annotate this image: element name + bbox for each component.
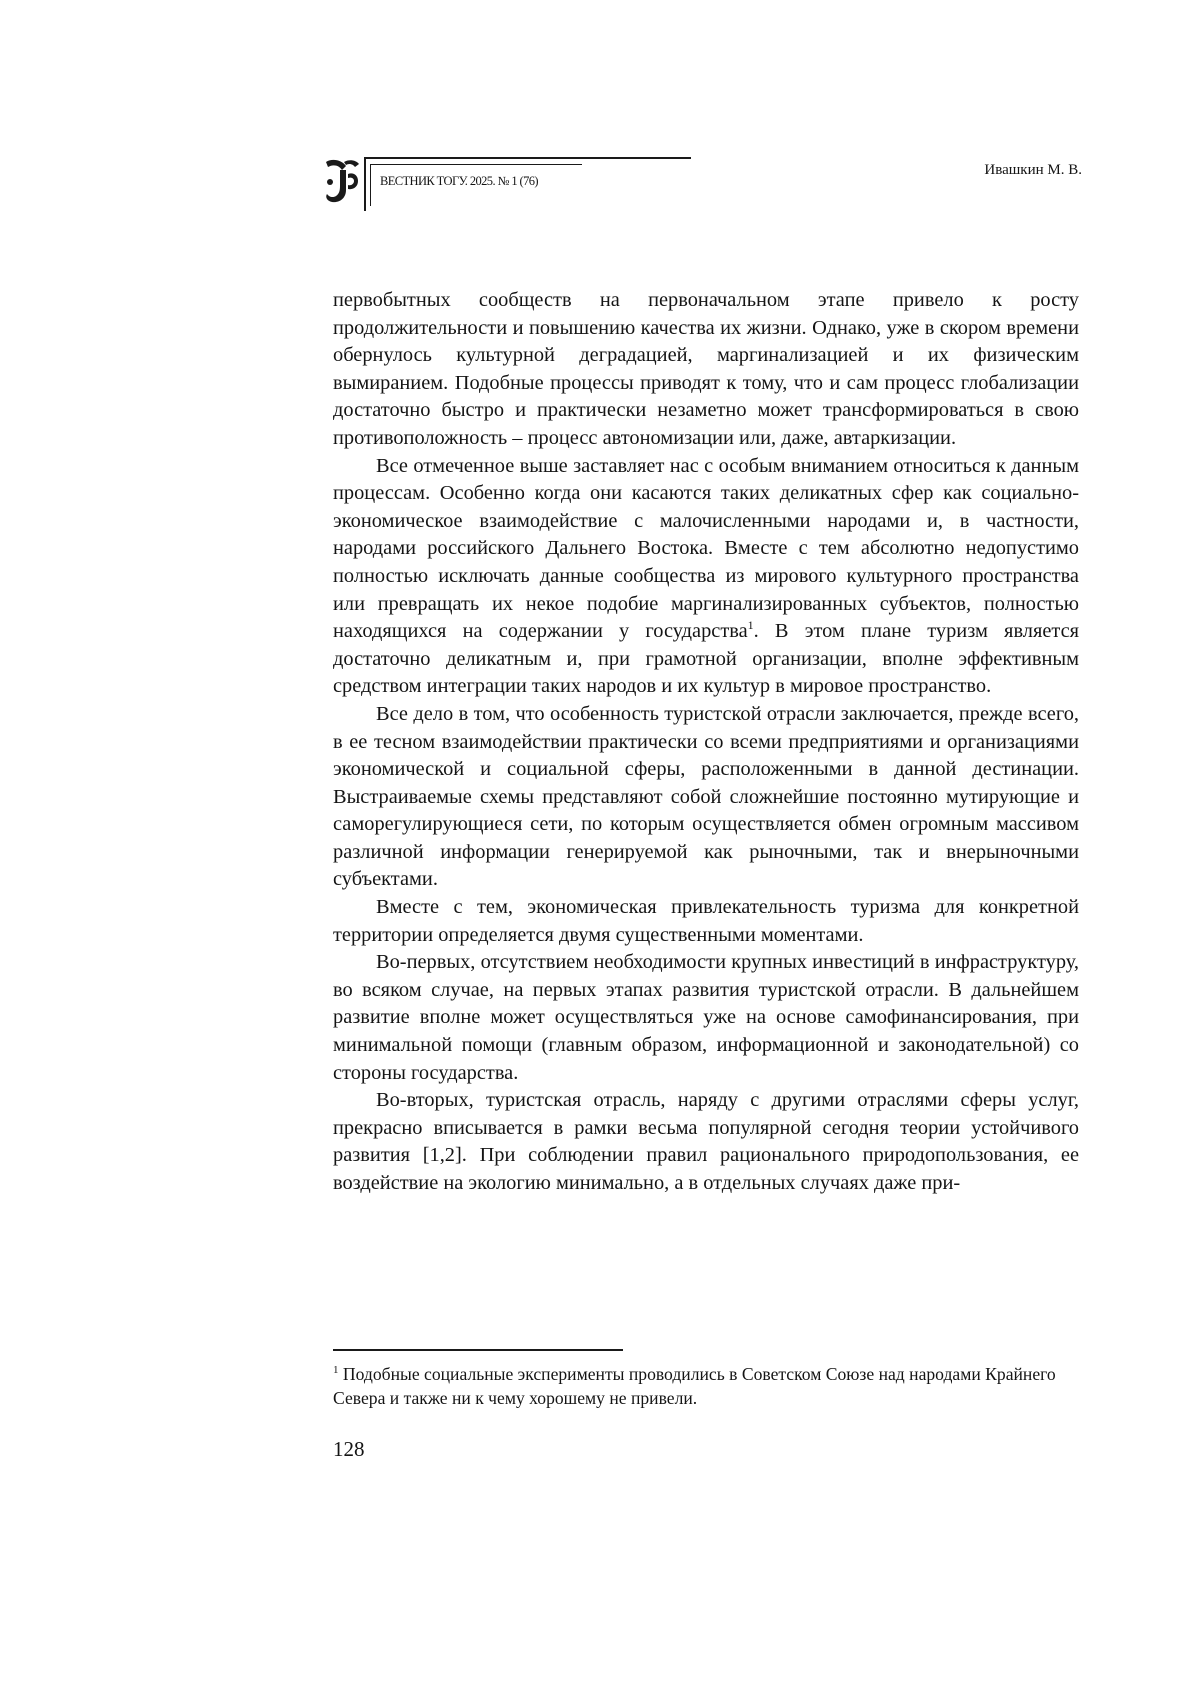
paragraph-5: Во-первых, отсутствием необходимости крупных инвестиций в инфраструктуру, во всяком случае, на первых этапах развития туристской отрасли. В дальнейшем развитие вполне может осуществляться уже на основе самофинансирования, при минимальной помощи (главным образом, информационной и законодательной) со стороны государства. (333, 951, 1079, 1084)
header-vertical-rule (364, 157, 366, 211)
footnote-text: Подобные социальные эксперименты проводились в Советском Союзе над народами Крайнего Севера и также ни к чему хорошему не привели. (333, 1364, 1056, 1408)
running-header (322, 148, 1082, 218)
article-body (333, 287, 1079, 1198)
paragraph-3: Все дело в том, что особенность туристской отрасли заключается, прежде всего, в ее тесном взаимодействии практически со всеми предприятиями и организациями экономической и социальной сферы, расположенными в данной дестинации. Выстраиваемые схемы представляют собой сложнейшие постоянно мутирующие и саморегулирующиеся сети, по которым осуществляется обмен огромным массивом различной информации генерируемой как рыночными, так и внерыночными субъектами. (333, 702, 1079, 891)
paragraph-4: Вместе с тем, экономическая привлекательность туризма для конкретной территории определяется двумя существенными моментами. (333, 896, 1079, 946)
paragraph-2-text-after: . В этом плане туризм является достаточно деликатным и, при грамотной организации, вполне эффективным средством интеграции таких народов и их культур в мировое пространство. (333, 620, 1079, 698)
author-name: Ивашкин М. В. (984, 162, 1082, 178)
footnote-reference[interactable]: 1 (747, 618, 754, 633)
paragraph-2 (333, 453, 1079, 701)
journal-logo-icon (322, 156, 362, 206)
paragraph-2-text-before: Все отмеченное выше заставляет нас с особым вниманием относиться к данным процессам. Особенно когда они касаются таких деликатных сфер как социально-экономическое взаимодействие с малочисленными народами и, в частности, народами российского Дальнего Востока. Вместе с тем абсолютно недопустимо полностью исключать данные сообщества из мирового культурного пространства или превращать их некое подобие маргинализированных субъектов, полностью находящихся на содержании у государства (333, 454, 1079, 643)
footnote-separator (333, 1349, 623, 1351)
paragraph-1: первобытных сообществ на первоначальном этапе привело к росту продолжительности и повышению качества их жизни. Однако, уже в скором времени обернулось культурной деградацией, маргинализацией и их физическим вымиранием. Подобные процессы приводят к тому, что и сам процесс глобализации достаточно быстро и практически незаметно может трансформироваться в свою противоположность – процесс автономизации или, даже, автаркизации. (333, 289, 1079, 449)
header-rule-inner (370, 164, 582, 165)
paragraph-6: Во-вторых, туристская отрасль, наряду с другими отраслями сферы услуг, прекрасно вписывается в рамки весьма популярной сегодня теории устойчивого развития [1,2]. При соблюдении правил рационального природопользования, ее воздействие на экологию минимально, а в отдельных случаях даже при- (333, 1089, 1079, 1194)
footnote (333, 1362, 1063, 1410)
journal-title: ВЕСТНИК ТОГУ. 2025. № 1 (76) (380, 174, 538, 188)
header-rule-outer (364, 157, 691, 159)
footnote-marker: 1 (333, 1364, 339, 1377)
header-vertical-rule-inner (370, 164, 371, 206)
page-number: 128 (333, 1437, 365, 1461)
